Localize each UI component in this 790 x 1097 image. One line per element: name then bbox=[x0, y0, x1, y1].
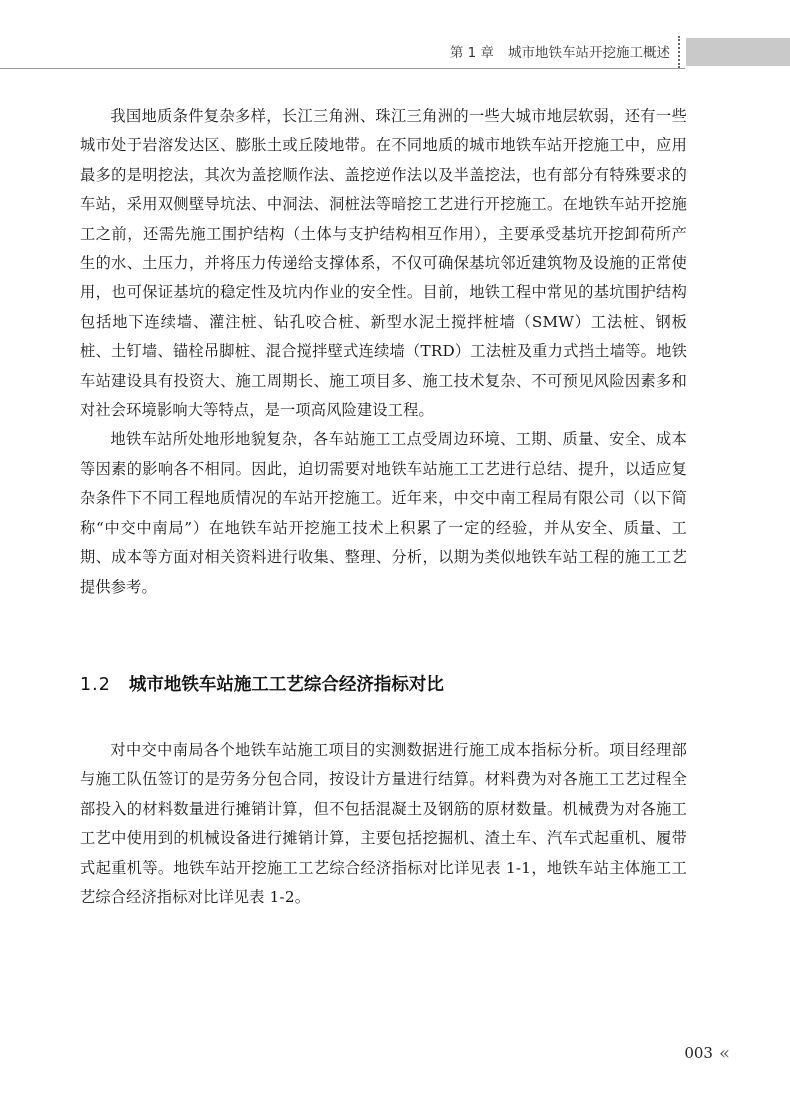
paragraph: 地铁车站所处地形地貌复杂，各车站施工工点受周边环境、工期、质量、安全、成本等因素的影响各不相同。因此，迫切需要对地铁车站施工工艺进行总结、提升，以适应复杂条件下不同工程地质情况的车站开挖施工。近年来，中交中南工程局有限公司（以下简称“中交中南局”）在地铁车站开挖施工技术上积累了一定的经验，并从安全、质量、工期、成本等方面对相关资料进行收集、整理、分析，以期为类似地铁车站工程的施工工艺提供参考。 bbox=[80, 430, 687, 596]
chapter-label: 第 1 章 bbox=[449, 45, 494, 61]
body-text-bottom bbox=[80, 736, 687, 912]
body-text-top bbox=[80, 102, 687, 602]
section-number: 1.2 bbox=[80, 675, 111, 695]
section-heading bbox=[80, 671, 687, 696]
header-rule bbox=[0, 68, 685, 69]
double-chevron-left-icon: « bbox=[718, 1042, 730, 1064]
chapter-title: 城市地铁车站开挖施工概述 bbox=[508, 45, 670, 61]
page-footer bbox=[640, 1040, 730, 1066]
header-tab-bar bbox=[686, 38, 790, 66]
section-title: 城市地铁车站施工工艺综合经济指标对比 bbox=[128, 675, 444, 695]
running-header bbox=[430, 40, 670, 62]
page-number: 003 bbox=[684, 1044, 713, 1062]
paragraph: 对中交中南局各个地铁车站施工项目的实测数据进行施工成本指标分析。项目经理部与施工队伍签订的是劳务分包合同，按设计方量进行结算。材料费为对各施工工艺过程全部投入的材料数量进行摊销计算，但不包括混凝土及钢筋的原材数量。机械费为对各施工工艺中使用到的机械设备进行摊销计算，主要包括挖掘机、渣土车、汽车式起重机、履带式起重机等。地铁车站开挖施工工艺综合经济指标对比详见表 1-1，地铁车站主体施工工艺综合经济指标对比详见表 1-2。 bbox=[80, 741, 687, 907]
paragraph: 我国地质条件复杂多样，长江三角洲、珠江三角洲的一些大城市地层软弱，还有一些城市处于岩溶发达区、膨胀土或丘陵地带。在不同地质的城市地铁车站开挖施工中，应用最多的是明挖法，其次为盖挖顺作法、盖挖逆作法以及半盖挖法，也有部分有特殊要求的车站，采用双侧壁导坑法、中洞法、洞桩法等暗挖工艺进行开挖施工。在地铁车站开挖施工之前，还需先施工围护结构（土体与支护结构相互作用），主要承受基坑开挖卸荷所产生的水、土压力，并将压力传递给支撑体系，不仅可确保基坑邻近建筑物及设施的正常使用，也可保证基坑的稳定性及坑内作业的安全性。目前，地铁工程中常见的基坑围护结构包括地下连续墙、灌注桩、钻孔咬合桩、新型水泥土搅拌桩墙（SMW）工法桩、钢板桩、土钉墙、锚栓吊脚桩、混合搅拌壁式连续墙（TRD）工法桩及重力式挡土墙等。地铁车站建设具有投资大、施工周期长、施工项目多、施工技术复杂、不可预见风险因素多和对社会环境影响大等特点，是一项高风险建设工程。 bbox=[80, 107, 687, 420]
header-dotted-divider bbox=[678, 36, 680, 68]
